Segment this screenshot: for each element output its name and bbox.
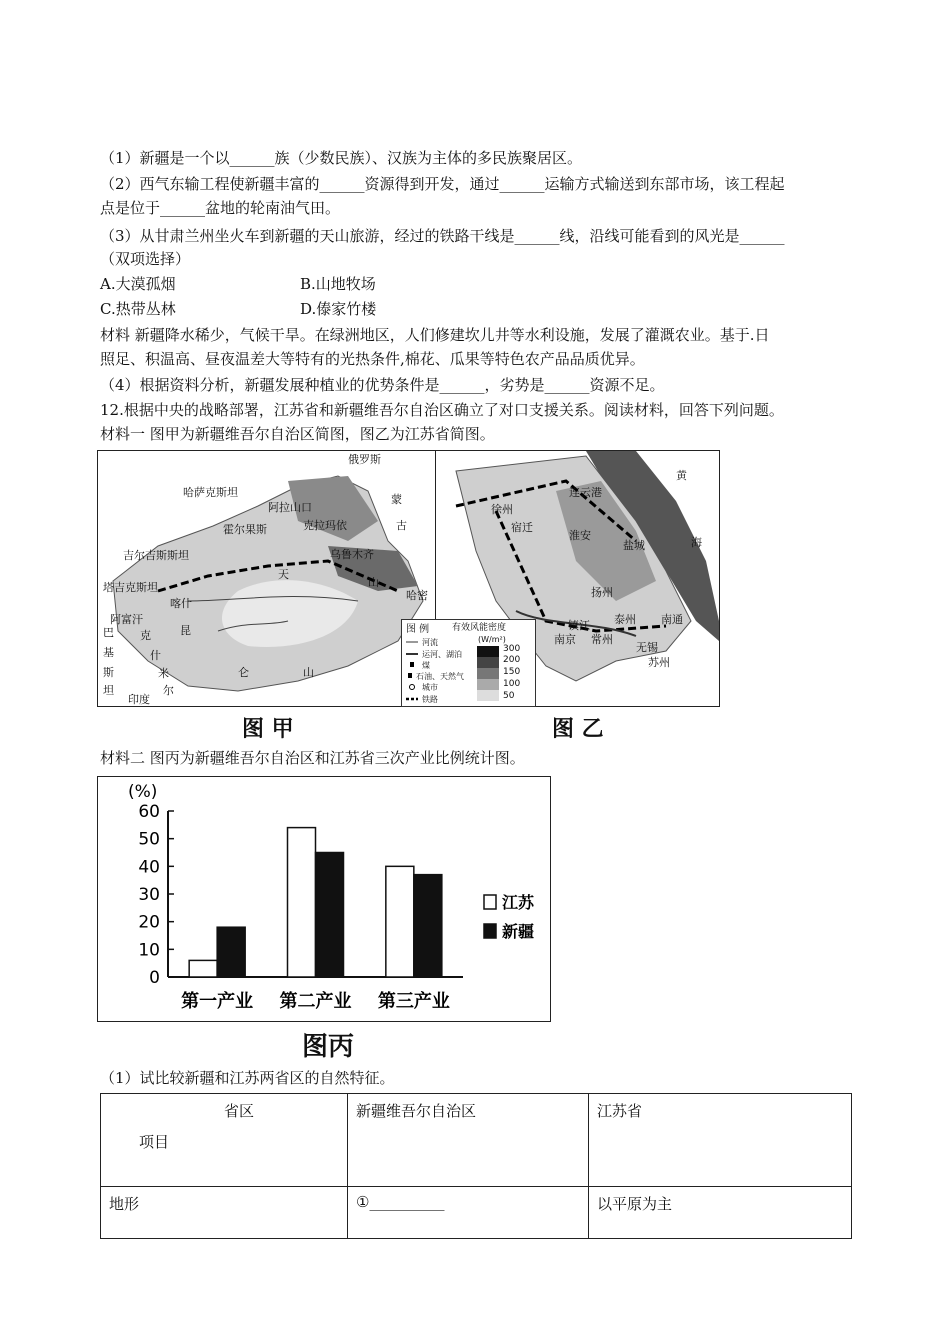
chart-y-tick-label: 20: [138, 912, 160, 933]
table-row-terrain-label: 地形: [101, 1187, 348, 1239]
table-header-jiangsu: 江苏省: [589, 1094, 852, 1187]
legend-title: 图 例: [406, 624, 430, 635]
chart-y-label: (%): [128, 782, 158, 802]
question-12: 12.根据中央的战略部署，江苏省和新疆维吾尔自治区确立了对口支援关系。阅读材料，回答下列问题。: [100, 401, 784, 419]
chart-bar-xinjiang: [414, 875, 442, 977]
table-header-item: 项目: [139, 1133, 170, 1151]
legend-coal: 煤: [422, 661, 430, 670]
map-label-kashgar: 喀什: [170, 597, 192, 610]
table-row-terrain-xinjiang[interactable]: ①__________: [348, 1187, 589, 1239]
map-label-yangzhou: 扬州: [591, 586, 613, 599]
map-label-pa-1: 巴: [103, 626, 114, 639]
map-label-huang: 黄: [676, 469, 687, 482]
chart-legend-label: 江苏: [502, 893, 535, 912]
map-label-wuxi: 无锡: [636, 641, 658, 654]
map-label-mi: 米: [158, 667, 169, 680]
chart-bar-jiangsu: [386, 866, 414, 977]
map-label-suqian: 宿迁: [511, 521, 533, 534]
map-legend: [401, 619, 536, 707]
chart-y-tick-label: 60: [138, 802, 160, 822]
industry-bar-chart: [97, 776, 551, 1022]
map-yi-caption: 图 乙: [552, 717, 604, 742]
map-label-changzhou: 常州: [591, 633, 613, 646]
wind-value-100: 100: [503, 679, 521, 689]
material-one: 材料一 图甲为新疆维吾尔自治区简图，图乙为江苏省简图。: [100, 425, 495, 443]
option-d: D.傣家竹楼: [300, 300, 377, 318]
map-label-shan-2: 山: [303, 666, 314, 679]
map-label-shi: 什: [150, 649, 161, 662]
table-header-xinjiang: 新疆维吾尔自治区: [348, 1094, 589, 1187]
map-label-nantong: 南通: [661, 613, 683, 626]
question-2-line-1: （2）西气东输工程使新疆丰富的______资源得到开发，通过______运输方式输送到东部市场，该工程起: [100, 175, 785, 193]
map-label-lianyungang: 连云港: [569, 486, 602, 499]
option-a: A.大漠孤烟: [100, 275, 176, 293]
question-3: （3）从甘肃兰州坐火车到新疆的天山旅游，经过的铁路干线是______线，沿线可能看到的风光是______: [100, 227, 785, 245]
chart-y-tick-label: 50: [138, 829, 160, 850]
map-label-karamay: 克拉玛依: [303, 519, 347, 532]
wind-value-300: 300: [503, 644, 521, 654]
map-label-india: 印度: [128, 693, 150, 706]
map-label-shan: 山: [368, 576, 379, 589]
map-label-alashankou: 阿拉山口: [268, 501, 312, 514]
chart-legend-label: 新疆: [502, 922, 535, 941]
map-label-xuzhou: 徐州: [491, 503, 513, 516]
wind-legend-unit: (W/m²): [478, 635, 506, 644]
legend-city: 城市: [422, 683, 438, 692]
map-label-russia: 俄罗斯: [348, 453, 381, 466]
chart-y-tick-label: 10: [138, 940, 160, 961]
chart-x-tick-label: 第二产业: [279, 991, 352, 1012]
wind-value-50: 50: [503, 691, 515, 701]
map-label-kyrgyzstan: 吉尔吉斯斯坦: [123, 549, 189, 562]
table-header-row: [101, 1094, 852, 1187]
material-line-2: 照足、积温高、昼夜温差大等特有的光热条件,棉花、瓜果等特色农产品品质优异。: [100, 350, 645, 368]
question-4: （4）根据资料分析，新疆发展种植业的优势条件是______，劣势是______资源不足。: [100, 376, 665, 394]
chart-bar-xinjiang: [217, 927, 245, 977]
map-label-suzhou: 苏州: [648, 656, 670, 669]
map-label-hai: 海: [691, 536, 702, 549]
chart-caption: 图丙: [302, 1032, 355, 1062]
question-2-line-2: 点是位于______盆地的轮南油气田。: [100, 199, 341, 217]
table-header-corner: [101, 1094, 348, 1187]
table-row: [101, 1187, 852, 1239]
wind-value-150: 150: [503, 667, 521, 677]
chart-x-tick-label: 第三产业: [377, 991, 450, 1012]
map-label-lun: 仑: [238, 666, 249, 679]
chart-y-tick-label: 30: [138, 885, 160, 905]
map-jia-caption: 图 甲: [242, 717, 294, 742]
map-label-gu: 古: [396, 519, 407, 532]
chart-bar-xinjiang: [316, 853, 344, 978]
legend-railway: 铁路: [422, 695, 438, 704]
option-c: C.热带丛林: [100, 300, 176, 318]
map-label-nanjing: 南京: [554, 633, 576, 646]
chart-x-tick-label: 第一产业: [181, 991, 254, 1012]
map-label-huaian: 淮安: [569, 529, 591, 542]
map-label-hami: 哈密: [406, 589, 428, 602]
map-label-tajikistan: 塔吉克斯坦: [103, 581, 158, 594]
table-header-province: 省区: [224, 1102, 255, 1120]
legend-river: 河流: [422, 638, 438, 647]
sub-question-1: （1）试比较新疆和江苏两省区的自然特征。: [100, 1069, 395, 1087]
material-two: 材料二 图丙为新疆维吾尔自治区和江苏省三次产业比例统计图。: [100, 749, 525, 767]
legend-oil: 石油、天然气: [416, 672, 464, 681]
wind-value-200: 200: [503, 655, 521, 665]
material-line-1: 材料 新疆降水稀少，气候干旱。在绿洲地区，人们修建坎儿井等水利设施，发展了灌溉农业。基于.日: [100, 326, 770, 344]
chart-bar-jiangsu: [288, 828, 316, 977]
question-3-note: （双项选择）: [100, 250, 191, 268]
comparison-table: [100, 1093, 852, 1239]
map-label-yancheng: 盐城: [623, 539, 645, 552]
map-label-er: 尔: [163, 684, 174, 697]
map-label-zhenjiang: 镇江: [568, 619, 590, 632]
map-xinjiang: [97, 450, 437, 707]
map-label-khorgas: 霍尔果斯: [223, 523, 267, 536]
map-label-pa-4: 坦: [103, 684, 114, 697]
question-1: （1）新疆是一个以______族（少数民族）、汉族为主体的多民族聚居区。: [100, 149, 583, 167]
map-label-pa-3: 斯: [103, 666, 114, 679]
map-label-kazakhstan: 哈萨克斯坦: [183, 486, 238, 499]
map-label-kun: 昆: [180, 624, 191, 637]
chart-legend-swatch: [484, 924, 496, 938]
chart-y-tick-label: 0: [149, 968, 160, 988]
map-label-meng: 蒙: [391, 493, 402, 506]
table-row-terrain-jiangsu: 以平原为主: [589, 1187, 852, 1239]
map-label-tian: 天: [278, 568, 289, 581]
chart-y-tick-label: 40: [138, 857, 160, 878]
map-label-urumqi: 乌鲁木齐: [330, 548, 374, 561]
legend-canal: 运河、湖泊: [422, 650, 462, 659]
wind-legend-title: 有效风能密度: [452, 623, 507, 633]
map-label-afghanistan: 阿富汗: [110, 613, 143, 626]
chart-bar-jiangsu: [189, 960, 217, 977]
chart-legend-swatch: [484, 895, 496, 909]
map-label-ke: 克: [140, 629, 151, 642]
map-label-pa-2: 基: [103, 646, 114, 659]
option-b: B.山地牧场: [300, 275, 376, 293]
map-label-taizhou: 泰州: [614, 613, 636, 626]
